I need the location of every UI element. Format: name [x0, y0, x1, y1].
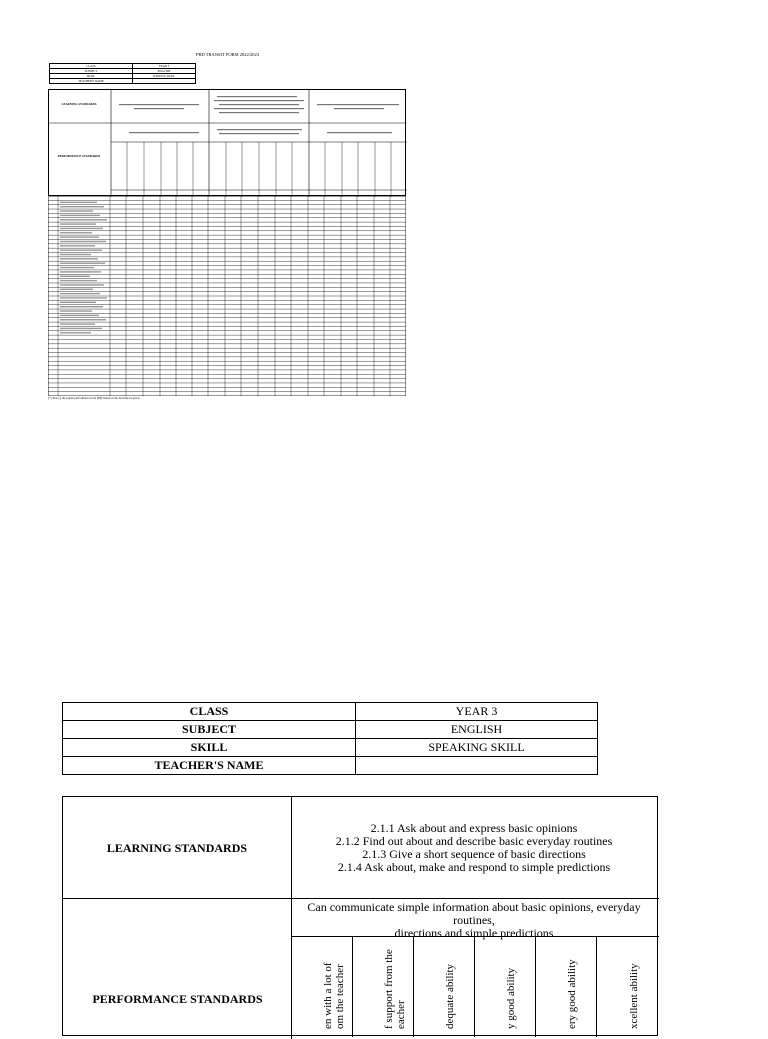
subject-value[interactable]: ENGLISH: [356, 721, 598, 739]
performance-level-label: y good ability: [505, 967, 517, 1029]
performance-level-label: f support from the eacher: [383, 949, 407, 1029]
learning-standard-item: 2.1.3 Give a short sequence of basic directions: [362, 847, 586, 861]
performance-level-2: [353, 937, 414, 1037]
performance-level-6: [597, 937, 658, 1037]
skill-label: SKILL: [63, 739, 356, 757]
mini-ls-label: LEARNING STANDARDS: [61, 102, 97, 106]
info-table: [62, 702, 598, 775]
mini-standards-grid: [49, 90, 407, 197]
mini-teacher-label: TEACHER'S NAME: [50, 79, 133, 84]
performance-level-5: [536, 937, 597, 1037]
performance-level-label: en with a lot of om the teacher: [322, 962, 346, 1029]
performance-level-label: ery good ability: [566, 959, 578, 1029]
mini-ps-label: PERFORMANCE STANDARDS: [57, 154, 101, 158]
class-label: CLASS: [63, 703, 356, 721]
learning-standard-item: 2.1.4 Ask about, make and respond to simple predictions: [337, 860, 611, 874]
performance-description: [292, 901, 656, 940]
performance-level-1: [292, 937, 353, 1037]
teacher-name-value[interactable]: [356, 757, 598, 775]
form-title: PBD TRANSIT FORM 2022/2023: [196, 52, 259, 57]
learning-standards-label: LEARNING STANDARDS: [63, 797, 292, 899]
performance-standards-cell: [63, 899, 292, 1039]
learning-standard-item: 2.1.1 Ask about and express basic opinions: [370, 821, 578, 835]
mini-teacher-value: [133, 79, 196, 84]
teacher-name-label: TEACHER'S NAME: [63, 757, 356, 775]
mini-class-value: YEAR 3: [133, 64, 196, 69]
mini-skill-value: WRITING SKILL: [133, 74, 196, 79]
mini-subject-label: SUBJECT: [50, 69, 133, 74]
mini-pupil-grid: [48, 196, 406, 396]
performance-description-line: Can communicate simple information about basic opinions, everyday routines,: [307, 900, 641, 927]
performance-level-label: dequate ability: [444, 963, 456, 1029]
standards-table: [62, 796, 658, 1036]
performance-level-3: [414, 937, 475, 1037]
performance-description-line: directions and simple predictions: [394, 926, 554, 940]
class-value[interactable]: YEAR 3: [356, 703, 598, 721]
mini-class-label: CLASS: [50, 64, 133, 69]
footnote: (*) Tick (/) the pupils performance level (PP) based on the descriptors given: [48, 396, 140, 400]
performance-level-4: [475, 937, 536, 1037]
performance-level-label: xcellent ability: [627, 963, 640, 1029]
learning-standard-item: 2.1.2 Find out about and describe basic everyday routines: [335, 834, 613, 848]
learning-standards-list: [292, 797, 656, 899]
subject-label: SUBJECT: [63, 721, 356, 739]
mini-subject-value: ENGLISH: [133, 69, 196, 74]
performance-standards-label: PERFORMANCE STANDARDS: [92, 992, 263, 1006]
mini-standards-box: [48, 89, 406, 196]
mini-skill-label: SKILL: [50, 74, 133, 79]
skill-value[interactable]: SPEAKING SKILL: [356, 739, 598, 757]
mini-info-table: [49, 63, 196, 84]
